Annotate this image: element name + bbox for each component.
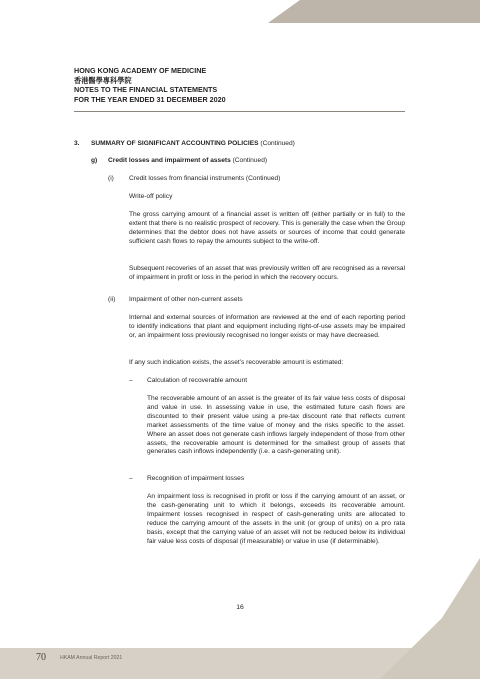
organization-name-chinese: 香港醫學專科學院 [74, 75, 132, 85]
write-off-heading: Write-off policy [129, 193, 173, 200]
statement-period: FOR THE YEAR ENDED 31 DECEMBER 2020 [74, 94, 226, 104]
item-ii-label: (ii) [108, 296, 116, 303]
page-number: 70 [36, 652, 46, 663]
subsection-heading [108, 157, 267, 166]
indication-paragraph: If any such indication exists, the asset’s recoverable amount is estimated: [129, 359, 344, 366]
bullet-dash-1: – [129, 377, 133, 384]
subsection-title: Credit losses and impairment of assets [108, 157, 231, 164]
organization-name: HONG KONG ACADEMY OF MEDICINE [74, 66, 207, 75]
item-i-label: (i) [108, 175, 114, 182]
header-divider [74, 111, 405, 112]
subsection-title-suffix: (Continued) [230, 157, 268, 164]
document-header [74, 66, 226, 104]
section-title: SUMMARY OF SIGNIFICANT ACCOUNTING POLICIES [91, 140, 259, 147]
bullet-dash-2: – [129, 475, 133, 482]
impairment-review-paragraph: Internal and external sources of information are reviewed at the end of each reporting period to identify indications that plant and equipment including right-of-use assets may be impaired or, an impairment loss previously recognised no longer exists or may have decreased. [129, 314, 405, 339]
section-number: 3. [74, 140, 80, 147]
recoveries-paragraph: Subsequent recoveries of an asset that was previously written off are recognised as a reversal of impairment in profit or loss in the period in which the recovery occurs. [129, 265, 405, 281]
item-i-title: Credit losses from financial instruments (Continued) [129, 175, 281, 182]
inner-page-number: 16 [236, 604, 244, 611]
bullet-title-recoverable-amount: Calculation of recoverable amount [147, 377, 248, 384]
impairment-losses-paragraph: An impairment loss is recognised in profit or loss if the carrying amount of an asset, or the cash-generating unit to which it belongs, exceeds its recoverable amount. Impairment losses recognised in respect of cash-generating units are allocated to reduce the carrying amount of the assets in the unit (or group of units) on a pro rata basis, except that the carrying value of an asset will not be reduced below its individual fair value less costs of disposal (if measurable) or value in use (if determinable). [147, 493, 405, 545]
statement-title: NOTES TO THE FINANCIAL STATEMENTS [74, 85, 218, 94]
section-heading [91, 140, 295, 149]
report-name: HKAM Annual Report 2021 [60, 655, 123, 661]
item-ii-title: Impairment of other non-current assets [129, 296, 243, 303]
write-off-paragraph: The gross carrying amount of a financial asset is written off (either partially or in full) to the extent that there is no realistic prospect of recovery. This is generally the case when the Group determines that the debtor does not have assets or sources of income that could generate sufficient cash flows to repay the amounts subject to the write-off. [129, 211, 405, 245]
subsection-label: g) [91, 157, 98, 164]
recoverable-amount-paragraph: The recoverable amount of an asset is the greater of its fair value less costs of disposal and value in use. In assessing value in use, the estimated future cash flows are discounted to their present value using a pre-tax discount rate that reflects current market assessments of the time value of money and the risks specific to the asset. Where an asset does not generate cash inflows largely independent of those from other assets, the recoverable amount is determined for the smallest group of assets that generates cash inflows independently (i.e. a cash-generating unit). [147, 395, 405, 456]
bullet-title-impairment-losses: Recognition of impairment losses [147, 475, 245, 482]
section-title-suffix: (Continued) [258, 140, 295, 147]
